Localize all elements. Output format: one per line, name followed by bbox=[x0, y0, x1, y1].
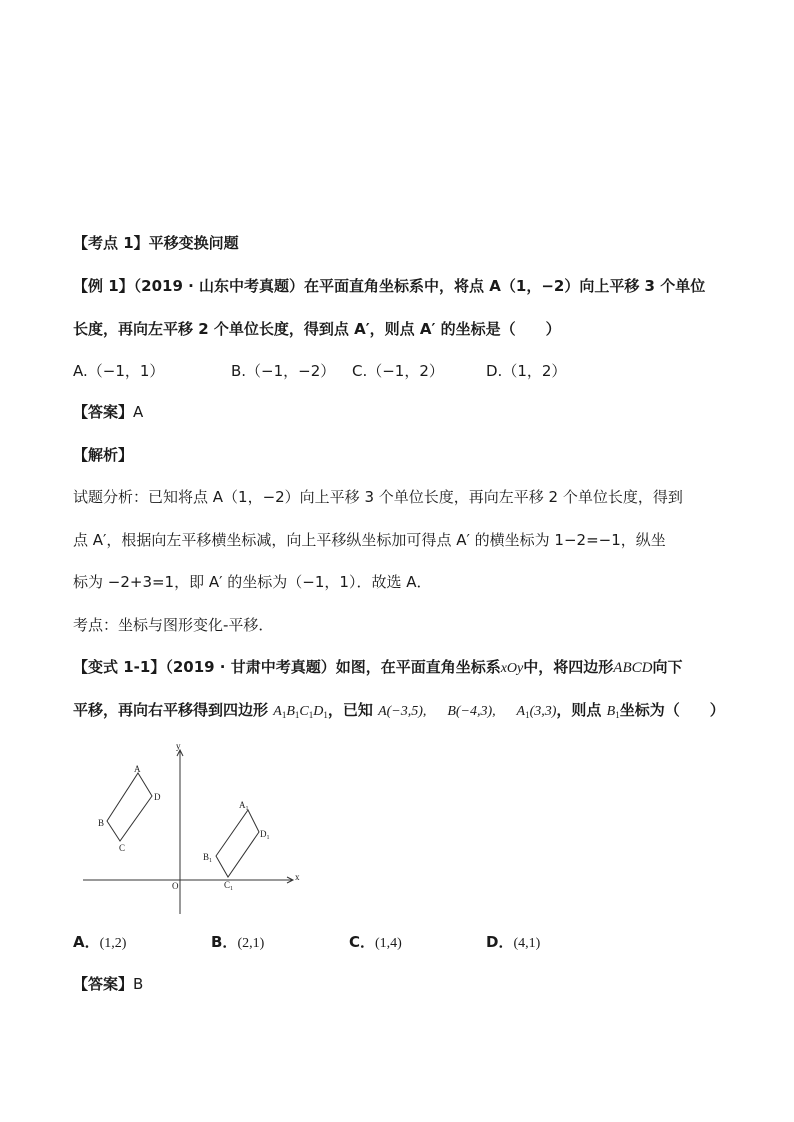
example1-line2: 长度，再向左平移 2 个单位长度，得到点 A′，则点 A′ 的坐标是（ ） bbox=[73, 320, 561, 338]
analysis-label: 【解析】 bbox=[73, 446, 134, 464]
x-axis-label: x bbox=[295, 872, 300, 882]
variant1-option-b: B．(2,1) bbox=[211, 933, 265, 951]
y-axis-label: y bbox=[176, 741, 181, 751]
example1-line1: 【例 1】（2019 · 山东中考真题）在平面直角坐标系中，将点 A（1，−2）向上平移 3 个单位 bbox=[73, 277, 706, 295]
point-a: A(−3,5), bbox=[378, 704, 427, 719]
given-text: ，已知 bbox=[327, 701, 373, 719]
label-c: C bbox=[119, 843, 126, 853]
variant1-option-a: A．(1,2) bbox=[73, 933, 127, 951]
variant1-line1 bbox=[73, 657, 682, 679]
quad-abcd: ABCD bbox=[613, 660, 653, 676]
ask-end: 坐标为（ ） bbox=[619, 701, 725, 719]
origin-label: O bbox=[172, 881, 179, 891]
variant1-end: 向下 bbox=[652, 658, 683, 676]
knowledge-point: 考点：坐标与图形变化-平移． bbox=[73, 616, 274, 634]
coordinate-figure bbox=[78, 738, 308, 918]
label-d: D bbox=[154, 792, 161, 802]
answer-label: 【答案】 bbox=[73, 403, 134, 421]
analysis-line-2: 点 A′，根据向左平移横坐标减，向上平移纵坐标加可得点 A′ 的横坐标为 1−2=−1，纵坐 bbox=[73, 531, 666, 549]
variant1-mid: 中，将四边形 bbox=[523, 658, 614, 676]
ask-text: ，则点 bbox=[556, 701, 602, 719]
point-b: B(−4,3), bbox=[447, 704, 496, 719]
coord-system: xOy bbox=[500, 661, 524, 676]
variant1-option-c: C．(1,4) bbox=[349, 933, 402, 951]
variant1-answer-label: 【答案】 bbox=[73, 975, 134, 993]
quad-a1b1c1d1: $A_1B_1C_1D_1$ bbox=[273, 704, 328, 720]
variant1-label: 【变式 1-1】（2019 · 甘肃中考真题）如图，在平面直角坐标系 bbox=[73, 658, 501, 676]
point-b1-ref: $B_1$ bbox=[606, 704, 620, 720]
variant1-answer bbox=[73, 974, 143, 994]
label-d1: $D_1$ bbox=[260, 829, 270, 841]
example1-answer bbox=[73, 402, 143, 422]
example1-option-b: B.（−1，−2） bbox=[231, 362, 336, 380]
answer-value: A bbox=[133, 403, 144, 421]
example1-option-a: A.（−1，1） bbox=[73, 362, 165, 380]
point-a1: $A_1(3,3)$ bbox=[516, 704, 557, 720]
analysis-line-3: 标为 −2+3=1，即 A′ 的坐标为（−1，1）．故选 A． bbox=[73, 573, 432, 591]
variant1-line2-start: 平移，再向右平移得到四边形 bbox=[73, 701, 269, 719]
analysis-line-1: 试题分析：已知将点 A（1，−2）向上平移 3 个单位长度，再向左平移 2 个单位长度，得到 bbox=[73, 488, 683, 506]
example1-option-d: D.（1，2） bbox=[486, 362, 567, 380]
label-b1: $B_1$ bbox=[203, 852, 213, 864]
variant1-answer-value: B bbox=[133, 975, 144, 993]
label-a: A bbox=[134, 764, 141, 774]
label-a1: $A_1$ bbox=[239, 800, 249, 812]
variant1-line2 bbox=[73, 700, 725, 725]
label-c1: $C_1$ bbox=[224, 880, 234, 892]
section-heading: 【考点 1】平移变换问题 bbox=[73, 234, 239, 252]
example1-option-c: C.（−1，2） bbox=[352, 362, 444, 380]
variant1-option-d: D．(4,1) bbox=[486, 933, 541, 951]
quadrilateral-abcd bbox=[107, 773, 152, 841]
label-b: B bbox=[98, 818, 105, 828]
quadrilateral-a1b1c1d1 bbox=[216, 810, 259, 877]
